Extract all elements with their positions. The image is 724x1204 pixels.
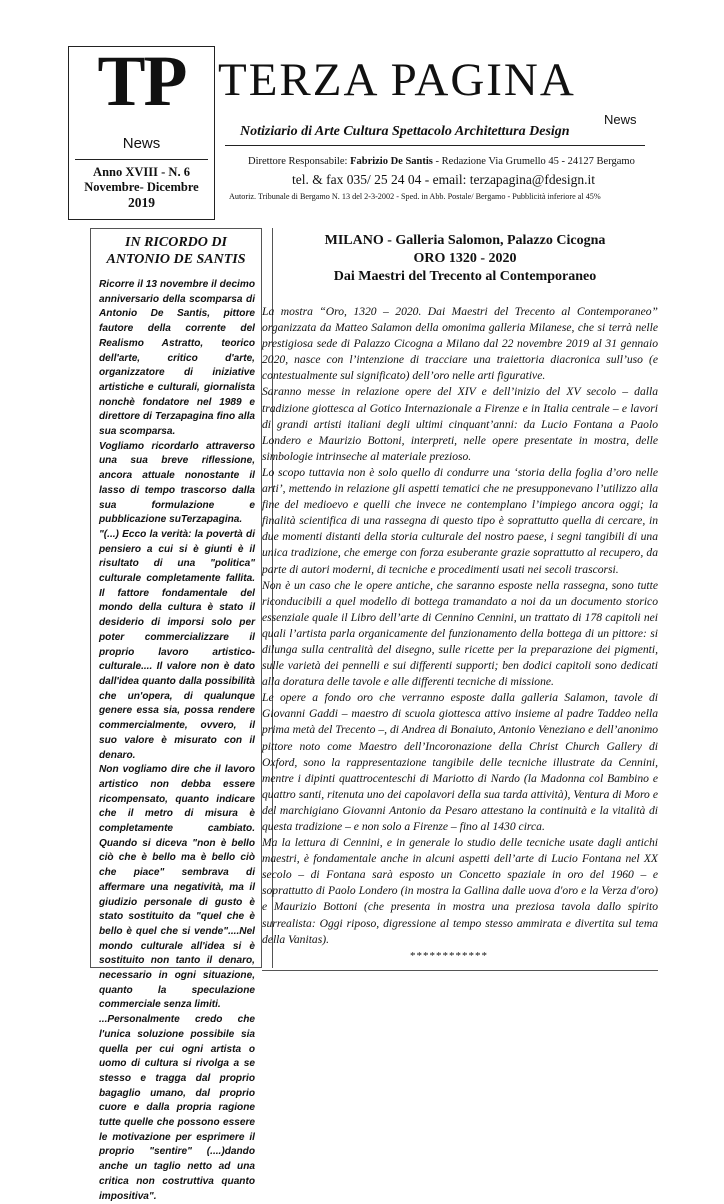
article-paragraph: Le opere a fondo oro che verranno esposte dalla galleria Salamon, tavole di Giovanni Gaddi – maestro di scuola giottesca attivo insieme al padre Taddeo nella prima metà del Trecento –, di Andrea di Bonaiuto, Antonio Veneziano e dell’anonimo pittore noto come Maestro dell’Incoronazione della Christ Church Gallery di Oxford, sono la rappresentazione tangibile delle tecniche illustrate da Cennini, mentre i dipinti quattrocenteschi di Mariotto di Nardo (la Madonna col Bambino e quattro santi, ritenuta uno dei capolavori della sua tarda attività), Ventura di Moro e del marchigiano Giovanni Antonio da Pesaro attestano la continuità e la vitalità di questa tradizione – e non solo a Firenze – fino al 1430 circa. xyxy=(262,691,658,833)
article-end-stars: ************ xyxy=(410,950,488,962)
article-headline-line3: Dai Maestri del Trecento al Contemporaneo xyxy=(333,269,597,284)
memoriam-paragraph: Ricorre il 13 novembre il decimo anniversario della scomparsa di Antonio De Santis, pittore fautore della corrente del Realismo Astratto, teorico dell'arte, critico d'arte, organizzatore di iniziative artistiche e culturali, giornalista nonchè fondatore nel 1989 e direttore di Terzapagina fino alla sua scomparsa. xyxy=(99,279,255,438)
editorial-address: - Redazione Via Grumello 45 - 24127 Bergamo xyxy=(432,156,635,167)
memoriam-title xyxy=(94,234,258,268)
logo-news-label: News xyxy=(122,135,161,152)
memoriam-paragraph: Non vogliamo dire che il lavoro artistico non debba essere ricompensato, quanto indicare che il metro di misura è completamente cambiato. Quando si diceva "non è bello ciò che è bello ma è bello ciò che piace" sembrava di affermare una negatività, ma il giudizio personale di gusto è stato sostituito da "quel che è bello è quel che si vende"....Nel mondo culturale all'idea si è sostituito non tanto il denaro, necessario in ogni situazione, quanto la speculazione commerciale senza limiti. xyxy=(99,764,255,1011)
memoriam-paragraph: ...Personalmente credo che l'unica soluzione possibile sia quella per cui ogni artista o uomo di cultura si rivolga a se stesso e tragga dal proprio bagaglio umano, dal proprio cuore e dalla propria ragione tutte quelle che possono essere le motivazione per esprimere il proprio "sentire" (....)dando anche un taglio netto ad una critica non costruttiva quanto impositiva". xyxy=(99,1014,255,1202)
title-news-label: News xyxy=(604,112,637,127)
article-paragraph: Saranno messe in relazione opere del XIV e dell’inizio del XV secolo – dalla tradizione giottesca al Gotico Internazionale a Firenze e in Italia centrale – e lavori di grandi artisti italiani degli ultimi cinquant’anni: da Lucio Fontana a Paolo Londero e Maurizio Bottoni, interpreti, nelle opere presentate in mostra, delle simbologie intrinseche al materiale prezioso. xyxy=(262,385,658,463)
bottom-divider xyxy=(262,970,658,971)
legal-line: Autoriz. Tribunale di Bergamo N. 13 del 2-3-2002 - Sped. in Abb. Postale/ Bergamo - Pubblicità inferiore al 45% xyxy=(229,192,601,201)
article-paragraph: Non è un caso che le opere antiche, che saranno esposte nella rassegna, sono tutte riconducibili a quel modello di bottega tramandato a noi da un documento storico essenziale quale il Libro dell’arte di Cennino Cennini, un trattato di 178 capitoli nei quali l’artista parla organicamente del funzionamento della bottega di un pittore: si dilunga sulla centralità del disegno, sulle ricette per la preparazione dei pigmenti, sulle varietà dei pennelli e sui differenti supporti; ben dodici capitoli sono dedicati alla doratura delle tavole e alle differenti tecniche di missione. xyxy=(262,578,658,689)
director-name: Fabrizio De Santis xyxy=(350,156,433,167)
issue-month: Novembre- Dicembre xyxy=(84,180,199,194)
masthead-logo-box xyxy=(68,41,215,220)
newspaper-subtitle: Notiziario di Arte Cultura Spettacolo Architettura Design xyxy=(240,124,570,139)
logo-tp: TP xyxy=(97,41,186,121)
issue-info xyxy=(69,165,214,210)
memoriam-paragraph: Vogliamo ricordarlo attraverso una sua breve riflessione, ancora attuale nonostante il lasso di tempo trascorso dalla sua formulazione e pubblicazione suTerzapagina. xyxy=(99,440,255,526)
director-label: Direttore Responsabile: xyxy=(248,156,348,167)
director-line xyxy=(248,156,635,167)
article-paragraph: La mostra “Oro, 1320 – 2020. Dai Maestri del Trecento al Contemporaneo” organizzata da Matteo Salamon della omonima galleria Milanese, che si terrà nelle prestigiosa sede di Palazzo Cicogna a Milano dal 22 novembre 2019 al 31 gennaio 2020, nasce con l’intenzione di tracciare una traiettoria diacronica sull’uso (e contestualmente sul significato) dell’oro nelle arti figurative. xyxy=(262,305,658,383)
article-body xyxy=(262,304,658,948)
memoriam-text xyxy=(99,278,255,1204)
issue-number: Anno XVIII - N. 6 xyxy=(93,165,190,179)
subtitle-divider xyxy=(225,145,645,146)
article-paragraph: Lo scopo tuttavia non è solo quello di condurre una ‘storia della foglia d’oro nelle arti’, mettendo in relazione gli aspetti tematici che ne presupponevano l’utilizzo alla fine del medioevo e quelli che invece ne contemplano l’impiego ancora oggi; la finalità scientifica di una rassegna di questo tipo è soprattutto quella di cercare, in due momenti distanti della storia culturale del nostro paese, i segni tangibili di una unica tradizione, che emerge con forza esuberante grazie soprattutto al recupero, da parte di autori moderni, di tecniche e procedimenti usati nei secoli trascorsi. xyxy=(262,465,658,576)
memoriam-title-line2: ANTONIO DE SANTIS xyxy=(106,252,246,267)
article-headline xyxy=(280,232,650,286)
contacts-line: tel. & fax 035/ 25 24 04 - email: terzapagina@fdesign.it xyxy=(292,172,595,187)
article-paragraph: Ma la lettura di Cennini, e in generale lo studio delle tecniche usate dagli antichi maestri, è fondamentale anche in alcuni aspetti dell’arte di Lucio Fontana nel XX secolo – di Fontana sarà esposto un Concetto spaziale in oro del 1960 – e soprattutto di Paolo Londero (in mostra la Gallina dalle uova d'oro e la Verza d'oro) e Maurizio Bottoni (che presenta in mostra una preziosa tavola dallo spirito surrealista: Oggi riposo, digressione al tempo stesso ammirata e divertita sul tema della Vanitas). xyxy=(262,836,658,946)
issue-year: 2019 xyxy=(128,195,155,210)
memoriam-paragraph: "(...) Ecco la verità: la povertà di pensiero a cui si è giunti è il risultato di una "politica" culturale completamente fallita. Il fattore fondamentale del mondo della cultura è stato il desiderio di imporsi solo per poter commercializzare il proprio lavoro artistico-culturale.... Il valore non è dato dall'idea quanto dalla possibilità che un'opera, di qualunque genere essa sia, possa rendere commercialmente, ovvero, il suo valore è misurato con il denaro. xyxy=(99,528,255,761)
newspaper-title: TERZA PAGINA xyxy=(218,54,576,106)
memoriam-title-line1: IN RICORDO DI xyxy=(125,235,227,250)
article-headline-line2: ORO 1320 - 2020 xyxy=(413,251,517,266)
article-headline-line1: MILANO - Galleria Salomon, Palazzo Cicogna xyxy=(324,233,606,248)
logo-divider xyxy=(75,159,208,160)
